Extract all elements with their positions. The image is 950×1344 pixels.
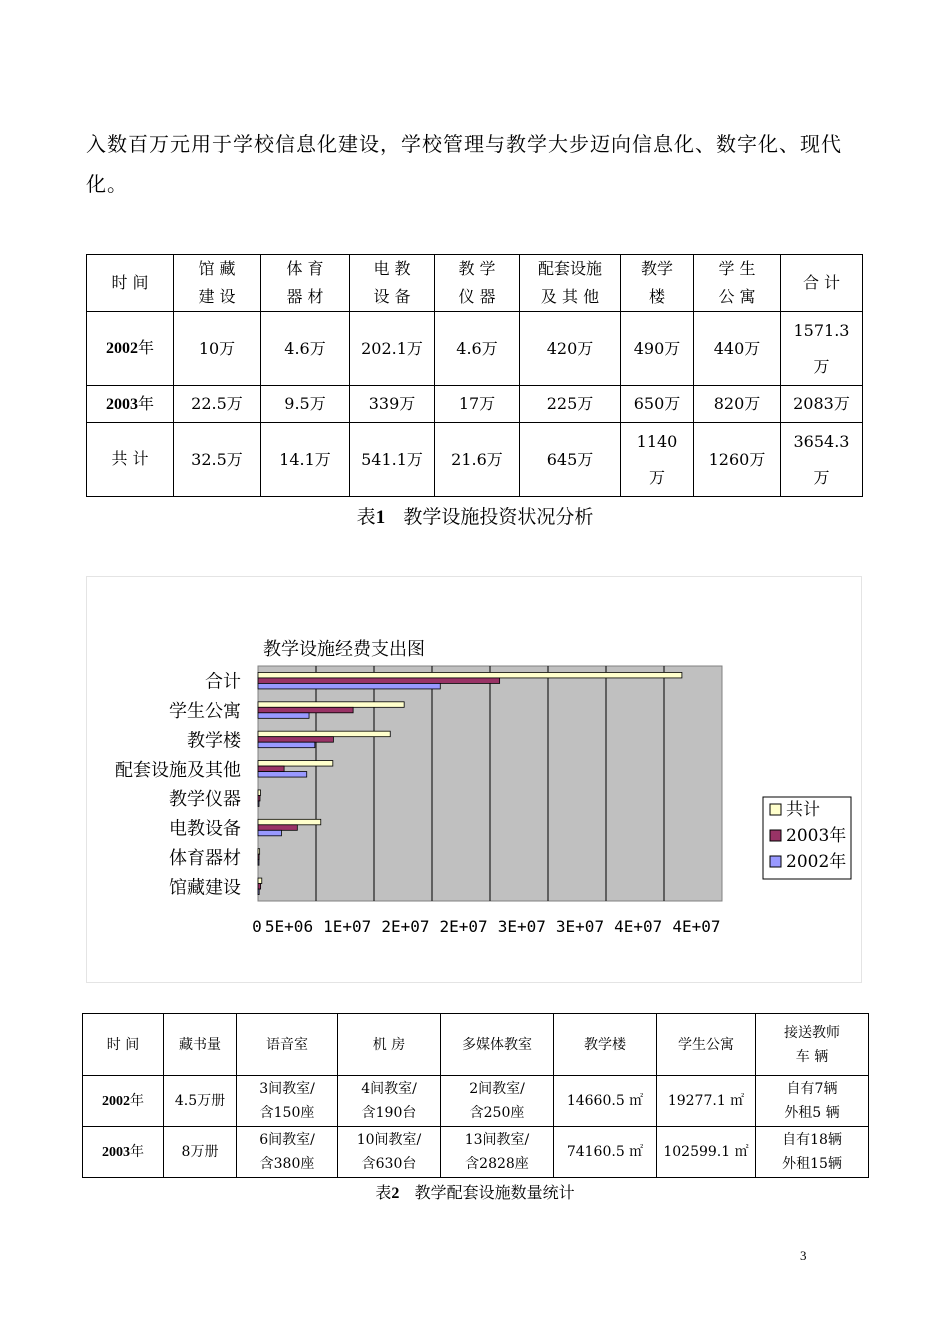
table-cell: 4.6万 [261, 312, 350, 386]
table-cell: 339万 [350, 386, 435, 423]
table-cell: 1571.3 万 [781, 312, 863, 386]
header-cell: 教学楼 [554, 1014, 657, 1076]
bar [258, 737, 333, 743]
bar [258, 702, 404, 708]
header-cell: 时 间 [87, 255, 174, 312]
header-cell: 教 学 仪 器 [435, 255, 520, 312]
category-label: 配套设施及其他 [115, 759, 241, 781]
legend-label: 共计 [786, 800, 820, 820]
bar [258, 795, 260, 801]
table-cell: 17万 [435, 386, 520, 423]
header-cell: 体 育 器 材 [261, 255, 350, 312]
table-cell: 19277.1 ㎡ [657, 1076, 756, 1127]
category-label: 体育器材 [169, 847, 241, 869]
category-label: 学生公寓 [169, 701, 241, 723]
x-tick-label: 4E+07 [614, 917, 663, 936]
table-cell: 490万 [621, 312, 694, 386]
table-cell: 4间教室/ 含190台 [338, 1076, 441, 1127]
table-cell: 820万 [694, 386, 781, 423]
table-cell: 22.5万 [174, 386, 261, 423]
table-cell: 225万 [520, 386, 621, 423]
table-cell: 102599.1 ㎡ [657, 1127, 756, 1178]
row-label: 2003年 [83, 1127, 164, 1178]
table-row [87, 312, 863, 386]
x-tick-label: 2E+07 [381, 917, 430, 936]
body-paragraph: 入数百万元用于学校信息化建设，学校管理与教学大步迈向信息化、数字化、现代化。 [86, 132, 842, 196]
x-tick-label: 5E+06 [264, 917, 314, 936]
table-cell: 13间教室/ 含2828座 [441, 1127, 554, 1178]
table-cell: 32.5万 [174, 423, 261, 497]
bar [258, 860, 259, 866]
header-cell: 接送教师 车 辆 [756, 1014, 869, 1076]
table-cell: 自有7辆 外租5 辆 [756, 1076, 869, 1127]
bar [258, 849, 260, 855]
bar [258, 889, 259, 895]
table-row [87, 423, 863, 497]
chart-container [86, 576, 862, 983]
bar [258, 878, 262, 884]
category-label: 合计 [205, 671, 241, 693]
header-cell: 馆 藏 建 设 [174, 255, 261, 312]
header-cell: 合 计 [781, 255, 863, 312]
bar [258, 742, 315, 748]
table-cell: 1260万 [694, 423, 781, 497]
table-cell: 21.6万 [435, 423, 520, 497]
table-cell: 2间教室/ 含250座 [441, 1076, 554, 1127]
facilities-table [82, 1013, 869, 1178]
bar [258, 761, 333, 767]
bar [258, 713, 309, 719]
row-label: 2002年 [87, 312, 174, 386]
table-cell: 自有18辆 外租15辆 [756, 1127, 869, 1178]
bar [258, 678, 500, 684]
header-cell: 学生公寓 [657, 1014, 756, 1076]
table-cell: 202.1万 [350, 312, 435, 386]
header-cell: 教学 楼 [621, 255, 694, 312]
table-row [83, 1076, 869, 1127]
bar [258, 830, 281, 836]
table-cell: 3654.3 万 [781, 423, 863, 497]
header-cell: 多媒体教室 [441, 1014, 554, 1076]
table-cell: 4.6万 [435, 312, 520, 386]
table1-caption: 表1 教学设施投资状况分析 [356, 506, 594, 528]
plot-area [258, 666, 722, 901]
header-cell: 电 教 设 备 [350, 255, 435, 312]
header-cell: 配套设施 及 其 他 [520, 255, 621, 312]
bar [258, 854, 259, 860]
x-tick-label: 3E+07 [555, 917, 605, 936]
category-labels [115, 672, 242, 899]
table-cell: 74160.5 ㎡ [554, 1127, 657, 1178]
category-label: 教学仪器 [169, 789, 241, 811]
table-cell: 4.5万册 [164, 1076, 237, 1127]
table-cell: 10间教室/ 含630台 [338, 1127, 441, 1178]
bar [258, 772, 307, 778]
header-cell: 语音室 [237, 1014, 338, 1076]
investment-table [86, 254, 863, 497]
bar [258, 683, 440, 689]
category-label: 馆藏建设 [169, 877, 241, 899]
bar [258, 801, 259, 807]
bar [258, 819, 321, 825]
table-cell: 420万 [520, 312, 621, 386]
header-cell: 机 房 [338, 1014, 441, 1076]
legend-swatch [770, 856, 781, 867]
table-cell: 2083万 [781, 386, 863, 423]
table-cell: 541.1万 [350, 423, 435, 497]
row-label: 2003年 [87, 386, 174, 423]
legend-swatch [770, 804, 781, 815]
table-cell: 14660.5 ㎡ [554, 1076, 657, 1127]
legend-label: 2002年 [786, 852, 847, 872]
table-cell: 440万 [694, 312, 781, 386]
x-tick-label: 4E+07 [672, 917, 721, 936]
table-header-row [83, 1014, 869, 1076]
x-tick-labels [252, 917, 720, 936]
table-cell: 8万册 [164, 1127, 237, 1178]
row-label: 共 计 [87, 423, 174, 497]
table-cell: 9.5万 [261, 386, 350, 423]
legend-swatch [770, 830, 781, 841]
bar [258, 766, 284, 772]
legend-label: 2003年 [786, 826, 847, 846]
chart-title: 教学设施经费支出图 [263, 639, 425, 660]
legend [763, 797, 851, 879]
table-cell: 650万 [621, 386, 694, 423]
header-cell: 时 间 [83, 1014, 164, 1076]
table-cell: 6间教室/ 含380座 [237, 1127, 338, 1178]
category-label: 电教设备 [169, 818, 241, 840]
x-tick-label: 2E+07 [439, 917, 488, 936]
row-label: 2002年 [83, 1076, 164, 1127]
x-tick-label: 3E+07 [497, 917, 546, 936]
bar [258, 884, 261, 890]
table2-caption: 表2 教学配套设施数量统计 [375, 1183, 575, 1202]
x-tick-label: 0 [252, 917, 262, 936]
bar [258, 672, 682, 678]
table-row [83, 1127, 869, 1178]
table-cell: 10万 [174, 312, 261, 386]
bar [258, 731, 390, 737]
bar-chart [87, 577, 861, 982]
table-cell: 1140 万 [621, 423, 694, 497]
bar [258, 790, 261, 796]
x-tick-label: 1E+07 [323, 917, 372, 936]
category-label: 教学楼 [187, 730, 241, 752]
bar [258, 825, 297, 831]
header-cell: 藏书量 [164, 1014, 237, 1076]
bar [258, 707, 353, 713]
table-header-row [87, 255, 863, 312]
table-cell: 14.1万 [261, 423, 350, 497]
table-cell: 3间教室/ 含150座 [237, 1076, 338, 1127]
table-cell: 645万 [520, 423, 621, 497]
page-number: 3 [800, 1248, 807, 1263]
header-cell: 学 生 公 寓 [694, 255, 781, 312]
table-row [87, 386, 863, 423]
